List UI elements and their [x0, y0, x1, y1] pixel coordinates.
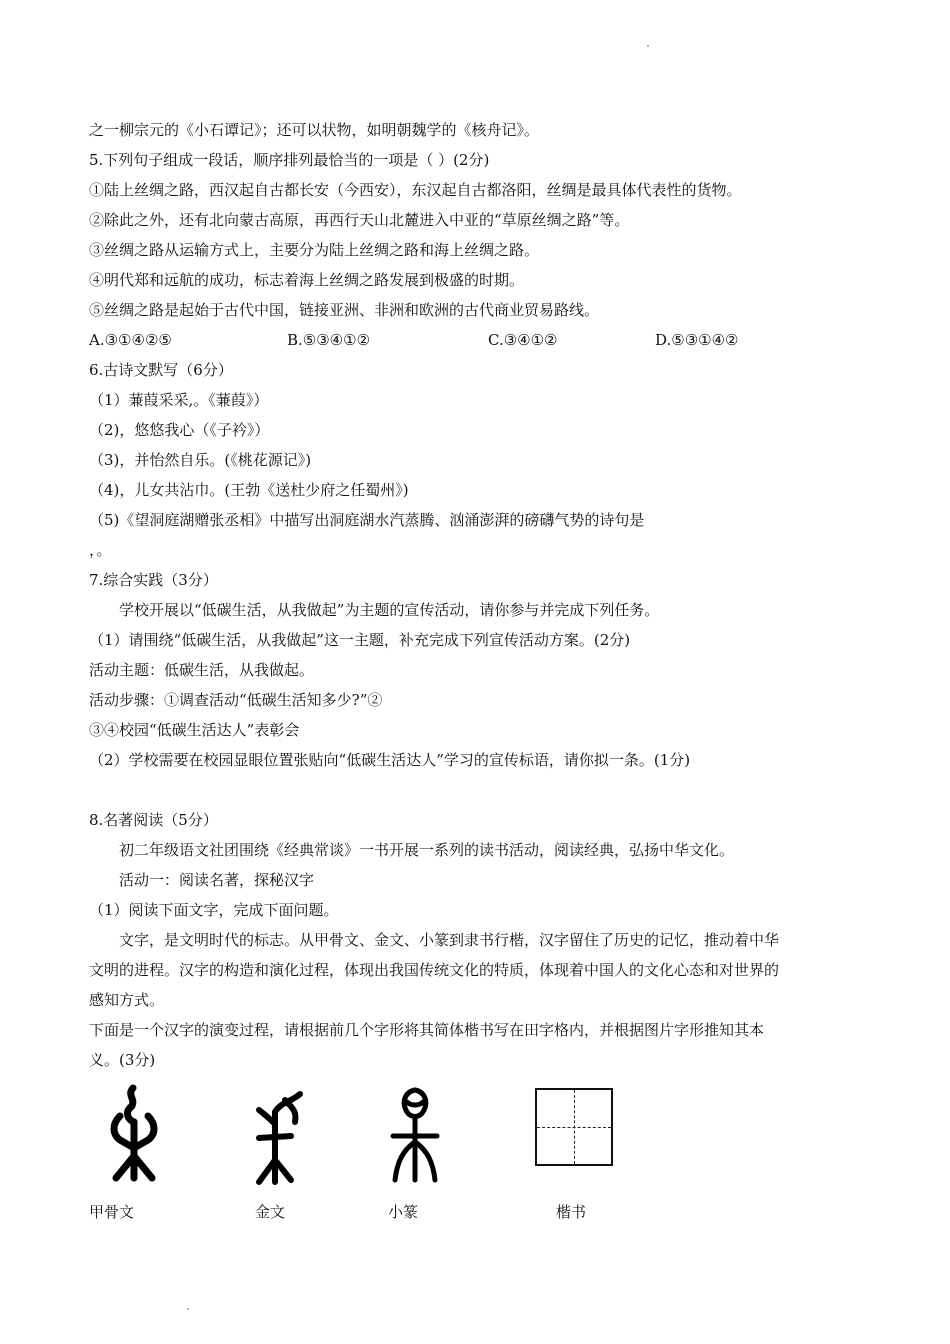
activity-steps: 活动步骤：①调查活动“低碳生活知多少?”② — [89, 691, 383, 709]
scan-dot — [647, 45, 649, 47]
sentence-2: ②除此之外，还有北向蒙古高原，再西行天山北麓进入中亚的“草原丝绸之路”等。 — [89, 211, 630, 229]
text-line: 之一柳宗元的《小石谭记》；还可以状物，如明朝魏学的《核舟记》。 — [89, 121, 540, 139]
sentence-4: ④明代郑和远航的成功，标志着海上丝绸之路发展到极盛的时期。 — [89, 271, 525, 289]
activity-one: 活动一：阅读名著，探秘汉字 — [119, 871, 315, 889]
instruction-line-1: 下面是一个汉字的演变过程，请根据前几个字形将其简体楷书写在田字格内，并根据图片字形推知其本 — [89, 1021, 765, 1039]
caption-oracle-bone: 甲骨文 — [89, 1203, 135, 1221]
poem-item-4: （4)，儿女共沾巾。(王勃《送杜少府之任蜀州》) — [89, 481, 409, 499]
poem-item-3: （3)，并怡然自乐。(《桃花源记》) — [89, 451, 312, 469]
sentence-5: ⑤丝绸之路是起始于古代中国，链接亚洲、非洲和欧洲的古代商业贸易路线。 — [89, 301, 600, 319]
caption-regular-script: 楷书 — [556, 1203, 587, 1221]
sentence-3: ③丝绸之路从运输方式上，主要分为陆上丝绸之路和海上丝绸之路。 — [89, 241, 540, 259]
question-8-title: 8.名著阅读（5分） — [89, 811, 218, 829]
poem-item-2: （2)，悠悠我心（《子衿》） — [89, 421, 270, 439]
scan-dot — [187, 1308, 189, 1310]
option-a: A.③①④②⑤ — [89, 331, 172, 349]
option-c: C.③④①② — [488, 331, 558, 349]
caption-bronze: 金文 — [255, 1203, 286, 1221]
practice-task-2: （2）学校需要在校园显眼位置张贴向“低碳生活达人”学习的宣传标语，请你拟一条。(1分) — [89, 751, 691, 769]
question-5-title: 5.下列句子组成一段话，顺序排列最恰当的一项是（ ）(2分) — [89, 151, 490, 169]
passage-line-2: 文明的进程。汉字的构造和演化过程，体现出我国传统文化的特质，体现着中国人的文化心态和对世界的 — [89, 961, 780, 979]
grid-dashed-vertical — [574, 1090, 575, 1164]
practice-intro: 学校开展以“低碳生活，从我做起”为主题的宣传活动，请你参与并完成下列任务。 — [119, 601, 660, 619]
sentence-1: ①陆上丝绸之路，西汉起自古都长安（今西安），东汉起自古都洛阳，丝绸是最具体代表性的货物。 — [89, 181, 742, 199]
poem-item-5: （5)《望洞庭湖赠张丞相》中描写出洞庭湖水汽蒸腾、汹涌澎湃的磅礴气势的诗句是 — [89, 511, 645, 529]
activity-theme: 活动主题：低碳生活，从我做起。 — [89, 661, 315, 679]
passage-line-1: 文字，是文明时代的标志。从甲骨文、金文、小篆到隶书行楷，汉字留住了历史的记忆，推动着中华 — [119, 931, 780, 949]
practice-task-1: （1）请围绕“低碳生活，从我做起”这一主题，补充完成下列宣传活动方案。(2分) — [89, 631, 631, 649]
question-7-title: 7.综合实践（3分） — [89, 571, 218, 589]
option-d: D.⑤③①④② — [655, 331, 739, 349]
caption-small-seal: 小篆 — [388, 1203, 419, 1221]
oracle-bone-glyph — [98, 1078, 168, 1188]
question-6-title: 6.古诗文默写（6分） — [89, 361, 233, 379]
reading-task-1: （1）阅读下面文字，完成下面问题。 — [89, 901, 339, 919]
passage-line-3: 感知方式。 — [89, 991, 165, 1009]
small-seal-glyph — [385, 1080, 445, 1190]
instruction-line-2: 义。(3分) — [89, 1051, 156, 1069]
poem-item-5-blank: ，。 — [89, 541, 112, 559]
tianzige-grid[interactable] — [535, 1088, 613, 1166]
option-b: B.⑤③④①② — [287, 331, 371, 349]
activity-steps-cont: ③④校园“低碳生活达人”表彰会 — [89, 721, 300, 739]
poem-item-1: （1）蒹葭采采,。《蒹葭》） — [89, 391, 269, 409]
bronze-script-glyph — [245, 1082, 315, 1192]
reading-intro: 初二年级语文社团围绕《经典常谈》一书开展一系列的读书活动，阅读经典，弘扬中华文化。 — [119, 841, 735, 859]
